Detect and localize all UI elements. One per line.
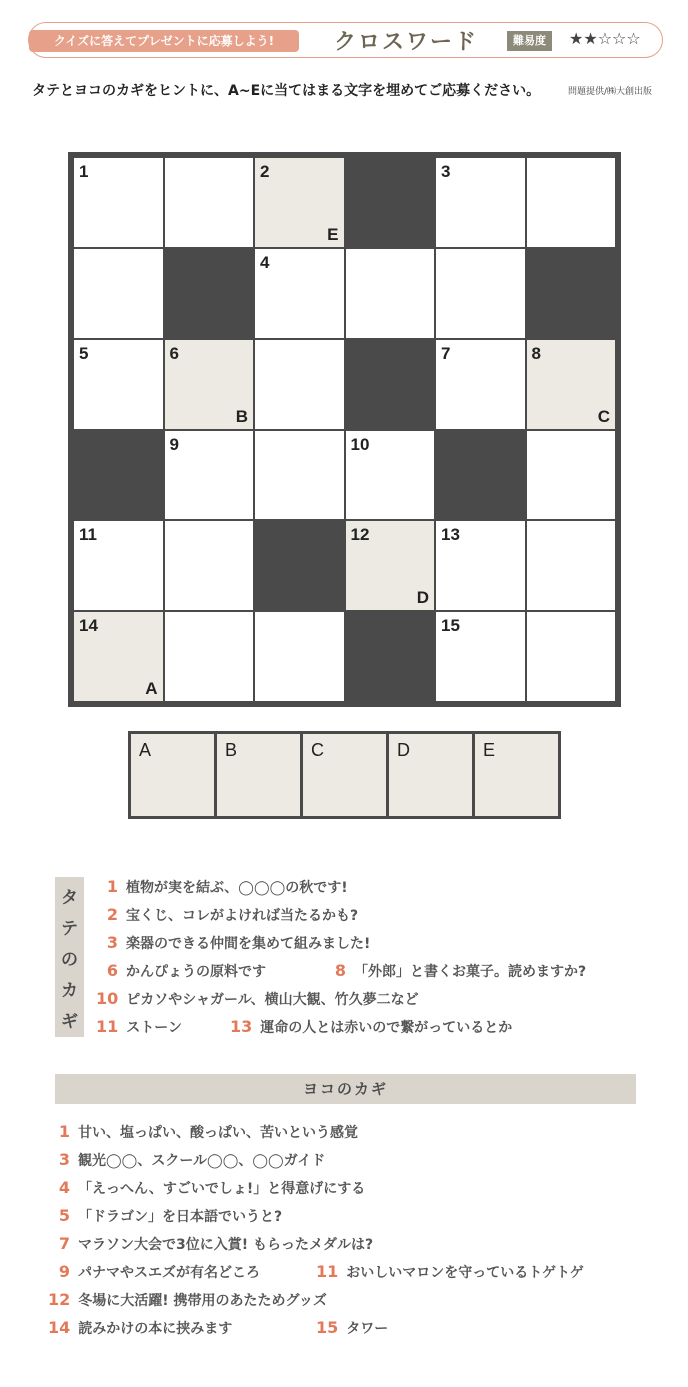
grid-cell[interactable] bbox=[165, 158, 254, 247]
clue-num: 5 bbox=[58, 1206, 70, 1225]
clue-number: 13 bbox=[441, 525, 460, 545]
clue-text: 宝くじ、コレがよければ当たるかも? bbox=[126, 908, 359, 924]
clue-text: 「えっへん、すごいでしょ!」と得意げにする bbox=[78, 1181, 366, 1197]
tate-clue bbox=[96, 905, 358, 925]
clue-number: 10 bbox=[350, 434, 370, 454]
clue-number: 8 bbox=[531, 343, 541, 363]
clue-num: 12 bbox=[48, 1290, 71, 1309]
grid-cell[interactable] bbox=[436, 340, 525, 429]
tate-heading bbox=[55, 877, 84, 1037]
answer-letter: D bbox=[416, 588, 429, 608]
answer-box-label: C bbox=[311, 740, 324, 760]
tate-heading-char: タ bbox=[61, 887, 78, 908]
clue-number: 2 bbox=[260, 162, 270, 181]
grid-cell-answer[interactable] bbox=[165, 340, 254, 429]
grid-cell[interactable] bbox=[436, 521, 525, 610]
grid-cell[interactable] bbox=[74, 521, 163, 610]
grid-cell-black bbox=[74, 431, 163, 520]
clue-num: 14 bbox=[48, 1318, 71, 1337]
clue-num: 3 bbox=[58, 1150, 70, 1169]
grid-cell-black bbox=[527, 249, 616, 338]
grid-cell-black bbox=[165, 249, 254, 338]
yoko-clue bbox=[48, 1150, 325, 1170]
grid-cell[interactable] bbox=[346, 249, 435, 338]
answer-box-d[interactable] bbox=[389, 734, 472, 816]
crossword-grid bbox=[68, 152, 621, 707]
grid-cell[interactable] bbox=[255, 340, 344, 429]
difficulty-label: 難易度 bbox=[507, 31, 552, 51]
grid-cell[interactable] bbox=[165, 431, 254, 520]
clue-num: 15 bbox=[316, 1318, 339, 1337]
clue-number: 15 bbox=[441, 616, 460, 636]
yoko-clue bbox=[48, 1122, 358, 1142]
clue-num: 8 bbox=[334, 961, 346, 980]
clue-text: かんぴょうの原料です bbox=[126, 964, 266, 980]
grid-cell-black bbox=[436, 431, 525, 520]
grid-cell[interactable] bbox=[527, 521, 616, 610]
tate-clue bbox=[96, 1017, 182, 1037]
answer-box-b[interactable] bbox=[217, 734, 300, 816]
clue-text: パナマやスエズが有名どころ bbox=[78, 1265, 260, 1281]
clue-number: 11 bbox=[79, 525, 97, 545]
clue-num: 7 bbox=[58, 1234, 70, 1253]
clue-number: 7 bbox=[441, 343, 451, 363]
clue-number: 1 bbox=[79, 162, 89, 181]
clue-number: 9 bbox=[169, 434, 179, 454]
clue-num: 13 bbox=[230, 1017, 253, 1036]
clue-number: 5 bbox=[79, 343, 89, 363]
clue-text: ストーン bbox=[126, 1020, 182, 1036]
tate-clue bbox=[96, 961, 266, 981]
yoko-clue bbox=[316, 1262, 584, 1282]
clue-text: 甘い、塩っぱい、酸っぱい、苦いという感覚 bbox=[78, 1125, 358, 1141]
yoko-clue bbox=[48, 1262, 260, 1282]
clue-num: 9 bbox=[58, 1262, 70, 1281]
tate-heading-char: の bbox=[61, 949, 78, 970]
tate-clue bbox=[96, 989, 419, 1009]
clue-text: 冬場に大活躍! 携帯用のあたためグッズ bbox=[78, 1293, 327, 1309]
grid-cell-black bbox=[346, 340, 435, 429]
clue-text: マラソン大会で3位に入賞! もらったメダルは? bbox=[78, 1237, 374, 1253]
difficulty-stars: ★★☆☆☆ bbox=[569, 29, 641, 48]
tate-clue bbox=[230, 1017, 512, 1037]
clue-num: 3 bbox=[106, 933, 118, 952]
clue-text: 観光◯◯、スクール◯◯、◯◯ガイド bbox=[78, 1153, 326, 1169]
clue-num: 1 bbox=[106, 877, 118, 896]
tate-clue bbox=[324, 961, 586, 981]
clue-text: タワー bbox=[346, 1321, 389, 1337]
answer-box-label: B bbox=[225, 740, 238, 760]
grid-cell-black bbox=[346, 612, 435, 701]
answer-letter: C bbox=[597, 406, 610, 426]
instruction-text: タテとヨコのカギをヒントに、A~Eに当てはまる文字を埋めてご応募ください。 bbox=[32, 83, 541, 99]
answer-letter: B bbox=[235, 406, 248, 426]
grid-cell-black bbox=[346, 158, 435, 247]
clue-num: 11 bbox=[96, 1017, 119, 1036]
grid-cell[interactable] bbox=[436, 612, 525, 701]
grid-cell[interactable] bbox=[74, 249, 163, 338]
yoko-clue bbox=[48, 1206, 282, 1226]
answer-box-a[interactable] bbox=[131, 734, 214, 816]
answer-box-c[interactable] bbox=[303, 734, 386, 816]
clue-num: 2 bbox=[106, 905, 118, 924]
grid-cell[interactable] bbox=[436, 158, 525, 247]
tate-clue bbox=[96, 877, 348, 897]
page-title: クロスワード bbox=[334, 30, 479, 55]
tate-clue bbox=[96, 933, 370, 953]
grid-cell-answer[interactable] bbox=[346, 521, 435, 610]
grid-cell[interactable] bbox=[255, 249, 344, 338]
grid-cell-answer[interactable] bbox=[255, 158, 344, 247]
grid-cell[interactable] bbox=[255, 431, 344, 520]
grid-cell[interactable] bbox=[74, 158, 163, 247]
grid-cell-black bbox=[255, 521, 344, 610]
clue-number: 4 bbox=[260, 252, 270, 272]
clue-text: ピカソやシャガール、横山大観、竹久夢二など bbox=[126, 992, 419, 1008]
yoko-clue bbox=[48, 1178, 365, 1198]
answer-box-label: E bbox=[483, 740, 496, 760]
clue-num: 1 bbox=[58, 1122, 70, 1141]
clue-text: 植物が実を結ぶ、◯◯◯の秋です! bbox=[126, 880, 348, 896]
clue-text: 楽器のできる仲間を集めて組みました! bbox=[126, 936, 371, 952]
answer-letter: A bbox=[145, 679, 158, 698]
answer-box-e[interactable] bbox=[475, 734, 558, 816]
yoko-clue bbox=[316, 1318, 388, 1338]
grid-cell[interactable] bbox=[165, 521, 254, 610]
clue-num: 10 bbox=[96, 989, 119, 1008]
clue-number: 12 bbox=[350, 525, 370, 545]
clue-text: 読みかけの本に挟みます bbox=[78, 1321, 233, 1337]
grid-cell[interactable] bbox=[527, 431, 616, 520]
grid-cell[interactable] bbox=[255, 612, 344, 701]
clue-text: おいしいマロンを守っているトゲトゲ bbox=[346, 1265, 584, 1281]
clue-text: 「ドラゴン」を日本語でいうと? bbox=[78, 1209, 283, 1225]
clue-num: 6 bbox=[106, 961, 118, 980]
tate-heading-char: テ bbox=[61, 918, 78, 939]
grid-cell-answer[interactable] bbox=[527, 340, 616, 429]
clue-number: 14 bbox=[79, 616, 98, 636]
grid-cell[interactable] bbox=[527, 158, 616, 247]
clue-text: 運命の人とは赤いので繋がっているとか bbox=[260, 1020, 513, 1036]
credit-text: 問題提供/㈱大創出版 bbox=[568, 87, 653, 97]
prize-banner: クイズに答えてプレゼントに応募しよう! bbox=[29, 30, 299, 52]
answer-box-label: D bbox=[397, 740, 410, 760]
clue-num: 4 bbox=[58, 1178, 70, 1197]
grid-cell[interactable] bbox=[74, 340, 163, 429]
grid-cell-answer[interactable] bbox=[74, 612, 163, 701]
header-bar bbox=[28, 22, 663, 58]
yoko-clue bbox=[48, 1234, 373, 1254]
tate-heading-char: カ bbox=[61, 980, 78, 1001]
grid-cell[interactable] bbox=[436, 249, 525, 338]
answer-letter: E bbox=[327, 224, 339, 244]
grid-cell[interactable] bbox=[346, 431, 435, 520]
grid-cell[interactable] bbox=[527, 612, 616, 701]
clue-number: 6 bbox=[169, 343, 179, 363]
tate-heading-char: ギ bbox=[61, 1011, 78, 1032]
grid-cell[interactable] bbox=[165, 612, 254, 701]
clue-number: 3 bbox=[441, 162, 451, 181]
answer-box-label: A bbox=[139, 740, 152, 760]
clue-text: 「外郎」と書くお菓子。読めますか? bbox=[354, 964, 587, 980]
answer-boxes bbox=[128, 731, 561, 819]
yoko-clue bbox=[48, 1318, 232, 1338]
yoko-heading: ヨコのカギ bbox=[55, 1074, 636, 1104]
clue-num: 11 bbox=[316, 1262, 339, 1281]
yoko-clue bbox=[48, 1290, 327, 1310]
